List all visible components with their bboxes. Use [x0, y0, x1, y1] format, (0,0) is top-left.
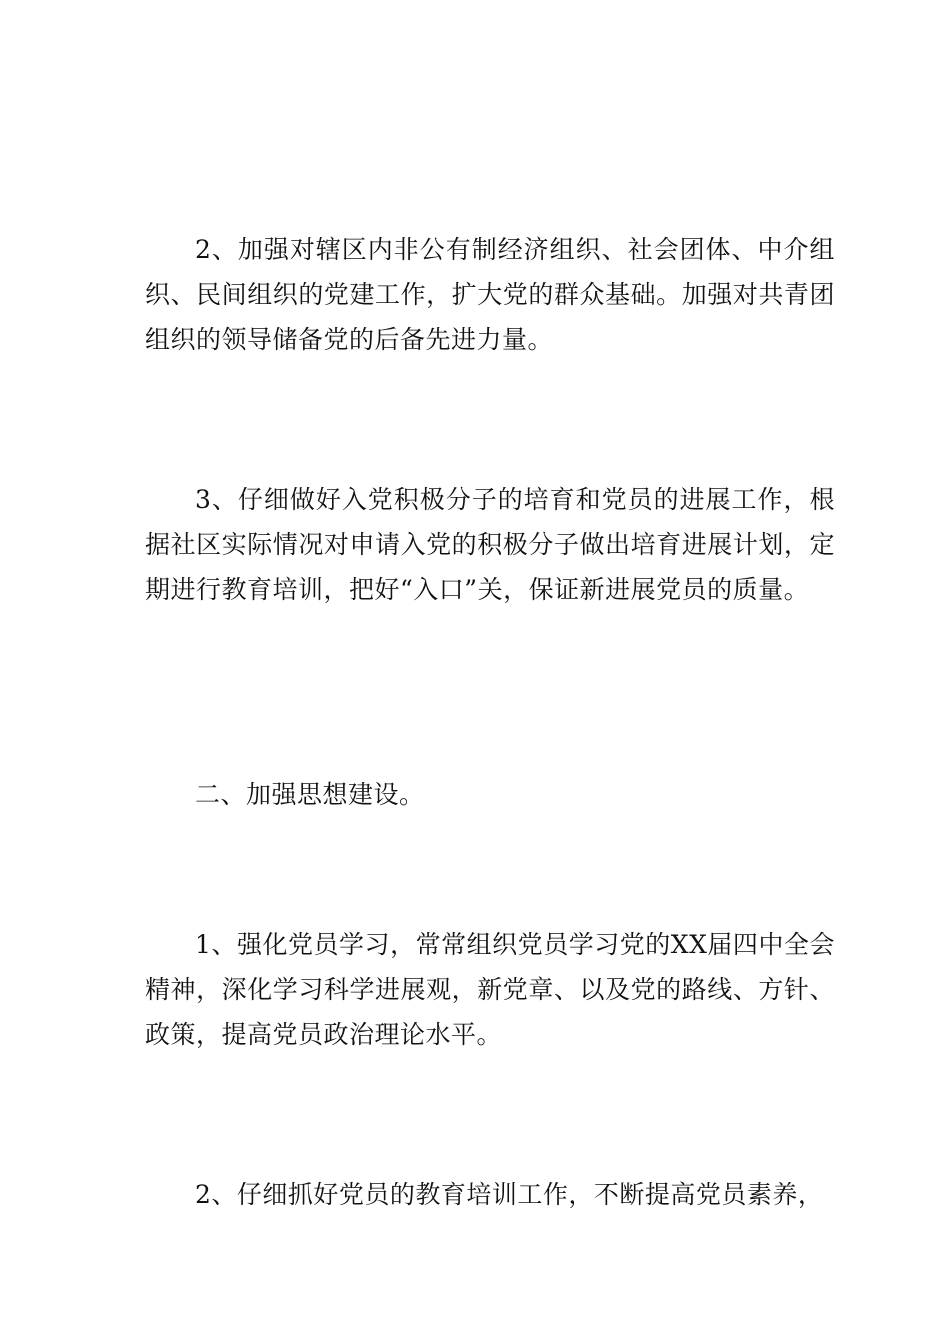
paragraph-party-member-development: 3、仔细做好入党积极分子的培育和党员的进展工作，根据社区实际情况对申请入党的积极分子做出培育进展计划，定期进行教育培训，把好“入口”关，保证新进展党员的质量。 — [145, 485, 835, 604]
paragraph-party-building-organizations: 2、加强对辖区内非公有制经济组织、社会团体、中介组织、民间组织的党建工作，扩大党的群众基础。加强对共青团组织的领导储备党的后备先进力量。 — [145, 235, 835, 354]
paragraph-party-member-study: 1、强化党员学习，常常组织党员学习党的XX届四中全会精神，深化学习科学进展观，新党章、以及党的路线、方针、政策，提高党员政治理论水平。 — [145, 930, 835, 1049]
paragraph-education-training: 2、仔细抓好党员的教育培训工作，不断提高党员素养， — [195, 1180, 824, 1209]
section-heading-ideological-building: 二、加强思想建设。 — [195, 780, 425, 809]
